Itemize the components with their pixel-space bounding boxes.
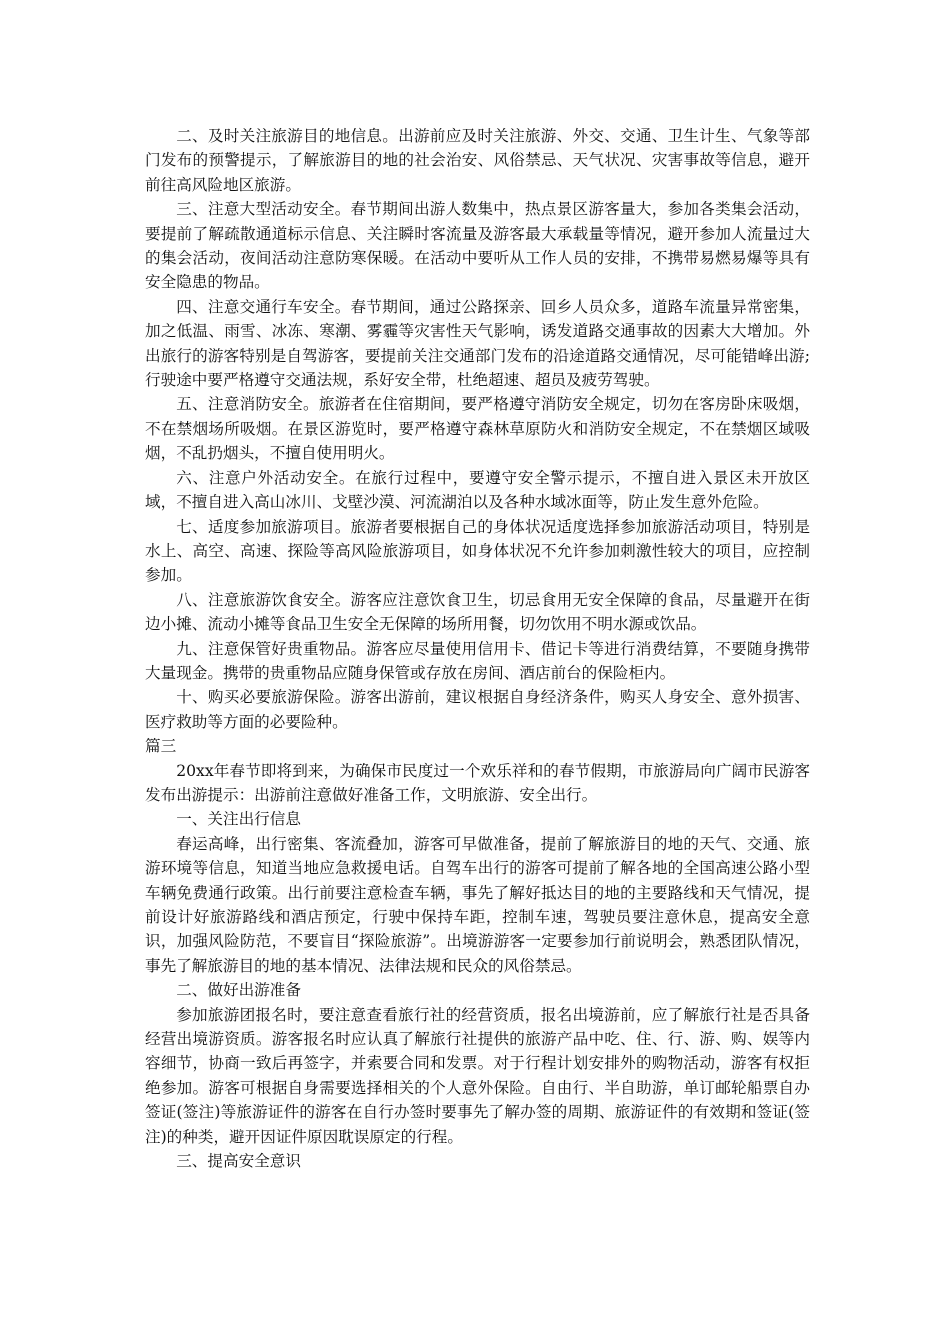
body-paragraph: 二、及时关注旅游目的地信息。出游前应及时关注旅游、外交、交通、卫生计生、气象等部门发布的预警提示，了解旅游目的地的社会治安、风俗禁忌、天气状况、灾害事故等信息，避开前往高风险地区旅游。 xyxy=(145,127,810,194)
body-paragraph: 三、注意大型活动安全。春节期间出游人数集中，热点景区游客量大，参加各类集会活动，要提前了解疏散通道标示信息、关注瞬时客流量及游客最大承载量等情况，避开参加人流量过大的集会活动，夜间活动注意防寒保暖。在活动中要听从工作人员的安排，不携带易燃易爆等具有安全隐患的物品。 xyxy=(145,200,810,292)
body-paragraph: 七、适度参加旅游项目。旅游者要根据自己的身体状况适度选择参加旅游活动项目，特别是水上、高空、高速、探险等高风险旅游项目，如身体状况不允许参加刺激性较大的项目，应控制参加。 xyxy=(145,517,810,585)
section-heading: 二、做好出游准备 xyxy=(176,981,301,1000)
body-paragraph: 20xx年春节即将到来，为确保市民度过一个欢乐祥和的春节假期，市旅游局向广阔市民游客发布出游提示：出游前注意做好准备工作，文明旅游、安全出行。 xyxy=(145,761,810,804)
body-paragraph: 参加旅游团报名时，要注意查看旅行社的经营资质，报名出境游前，应了解旅行社是否具备经营出境游资质。游客报名时应认真了解旅行社提供的旅游产品中吃、住、行、游、购、娱等内容细节，协商一致后再签字，并索要合同和发票。对于行程计划安排外的购物活动，游客有权拒绝参加。游客可根据自身需要选择相关的个人意外保险。自由行、半自助游，单订邮轮船票自办签证(签注)等旅游证件的游客在自行办签时要事先了解办签的周期、旅游证件的有效期和签证(签注)的种类，避开因证件原因耽误原定的行程。 xyxy=(145,1005,810,1146)
body-paragraph: 九、注意保管好贵重物品。游客应尽量使用信用卡、借记卡等进行消费结算，不要随身携带大量现金。携带的贵重物品应随身保管或存放在房间、酒店前台的保险柜内。 xyxy=(145,639,810,682)
section-heading: 三、提高安全意识 xyxy=(176,1152,301,1171)
document-page xyxy=(145,124,810,1173)
body-paragraph: 六、注意户外活动安全。在旅行过程中，要遵守安全警示提示，不擅自进入景区未开放区域，不擅自进入高山冰川、戈壁沙漠、河流湖泊以及各种水域冰面等，防止发生意外危险。 xyxy=(145,468,810,512)
body-paragraph: 春运高峰，出行密集、客流叠加，游客可早做准备，提前了解旅游目的地的天气、交通、旅游环境等信息，知道当地应急救援电话。自驾车出行的游客可提前了解各地的全国高速公路小型车辆免费通行政策。出行前要注意检查车辆，事先了解好抵达目的地的主要路线和天气情况，提前设计好旅游路线和酒店预定，行驶中保持车距，控制车速，驾驶员要注意休息，提高安全意识，加强风险防范，不要盲目“探险旅游”。出境游游客一定要参加行前说明会，熟悉团队情况，事先了解旅游目的地的基本情况、法律法规和民众的风俗禁忌。 xyxy=(145,834,810,975)
body-paragraph: 五、注意消防安全。旅游者在住宿期间，要严格遵守消防安全规定，切勿在客房卧床吸烟，不在禁烟场所吸烟。在景区游览时，要严格遵守森林草原防火和消防安全规定，不在禁烟区域吸烟，不乱扔烟头，不擅自使用明火。 xyxy=(145,395,810,463)
section-heading: 篇三 xyxy=(145,737,177,756)
body-paragraph: 十、购买必要旅游保险。游客出游前，建议根据自身经济条件，购买人身安全、意外损害、医疗救助等方面的必要险种。 xyxy=(145,688,810,731)
body-paragraph: 八、注意旅游饮食安全。游客应注意饮食卫生，切忌食用无安全保障的食品，尽量避开在街边小摊、流动小摊等食品卫生安全无保障的场所用餐，切勿饮用不明水源或饮品。 xyxy=(145,590,810,634)
section-heading: 一、关注出行信息 xyxy=(176,810,301,829)
body-paragraph: 四、注意交通行车安全。春节期间，通过公路探亲、回乡人员众多，道路车流量异常密集，加之低温、雨雪、冰冻、寒潮、雾霾等灾害性天气影响，诱发道路交通事故的因素大大增加。外出旅行的游客特别是自驾游客，要提前关注交通部门发布的沿途道路交通情况，尽可能错峰出游;行驶途中要严格遵守交通法规，系好安全带，杜绝超速、超员及疲劳驾驶。 xyxy=(145,297,810,390)
